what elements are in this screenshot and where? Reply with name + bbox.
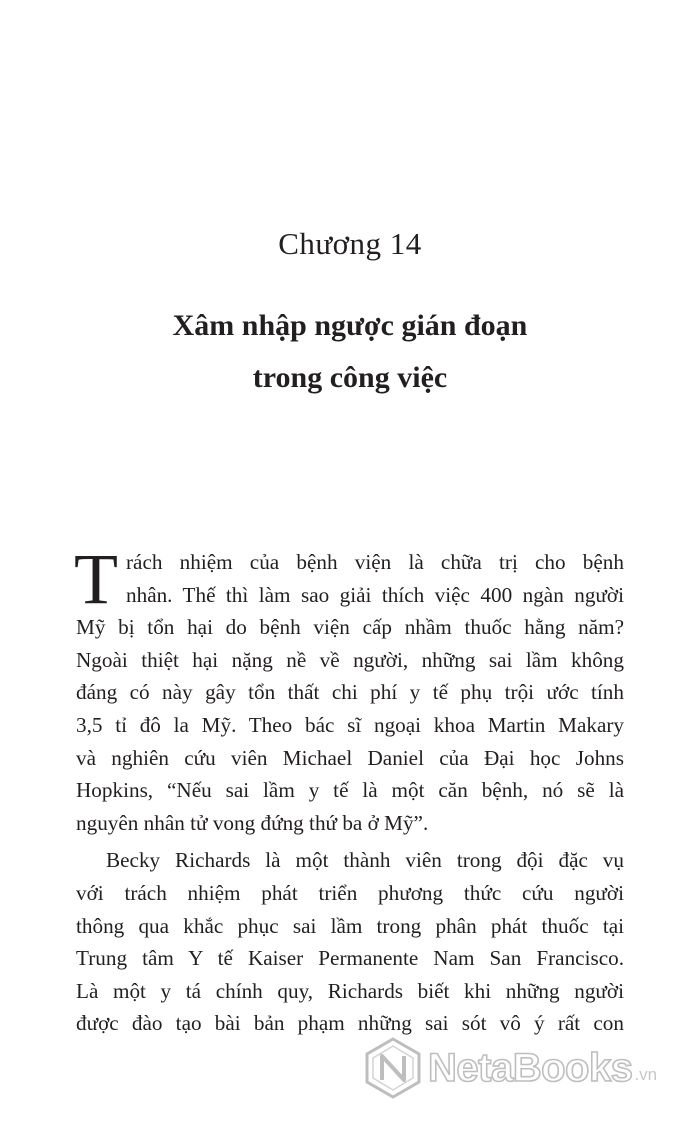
text-line: và nghiên cứu viên Michael Daniel của Đại học Johns: [76, 745, 624, 770]
text-line: đáng có này gây tổn thất chi phí y tế phụ trội ước tính: [76, 680, 624, 705]
paragraph-2: [76, 844, 624, 1040]
chapter-title-line: Xâm nhập ngược gián đoạn: [172, 309, 528, 342]
paragraph-1: [74, 539, 624, 839]
text-line: với trách nhiệm phát triển phương thức cứu người: [76, 880, 624, 905]
netabooks-logo-icon: [362, 1037, 424, 1099]
text-line: nhân. Thế thì làm sao giải thích việc 400 ngàn người: [126, 582, 624, 607]
text-line: rách nhiệm của bệnh viện là chữa trị cho bệnh: [126, 550, 624, 574]
text-line: 3,5 tỉ đô la Mỹ. Theo bác sĩ ngoại khoa Martin Makary: [76, 712, 624, 737]
text-line: Là một y tá chính quy, Richards biết khi những người: [76, 978, 624, 1003]
text-line: thông qua khắc phục sai lầm trong phân phát thuốc tại: [76, 913, 624, 938]
watermark-suffix: .vn: [634, 1065, 658, 1084]
text-line: Ngoài thiệt hại nặng nề về người, những sai lầm không: [76, 647, 624, 672]
text-line: được đào tạo bài bản phạm những sai sót vô ý rất con: [76, 1011, 624, 1036]
chapter-title-line: trong công việc: [252, 361, 448, 394]
watermark: [362, 1028, 692, 1108]
text-line: Mỹ bị tổn hại do bệnh viện cấp nhầm thuốc hằng năm?: [76, 615, 624, 640]
chapter-title: [0, 300, 700, 404]
text-line: Hopkins, “Nếu sai lầm y tế là một căn bệnh, nó sẽ là: [76, 778, 624, 803]
text-line: Trung tâm Y tế Kaiser Permanente Nam San Francisco.: [76, 946, 624, 971]
chapter-number: Chương 14: [278, 226, 422, 261]
watermark-brand: NetaBooks: [428, 1045, 633, 1090]
text-line: nguyên nhân tử vong đứng thứ ba ở Mỹ”.: [76, 810, 429, 835]
text-line: Becky Richards là một thành viên trong đội đặc vụ: [106, 848, 624, 873]
drop-cap: T: [74, 539, 118, 619]
body-text: [74, 539, 624, 1040]
